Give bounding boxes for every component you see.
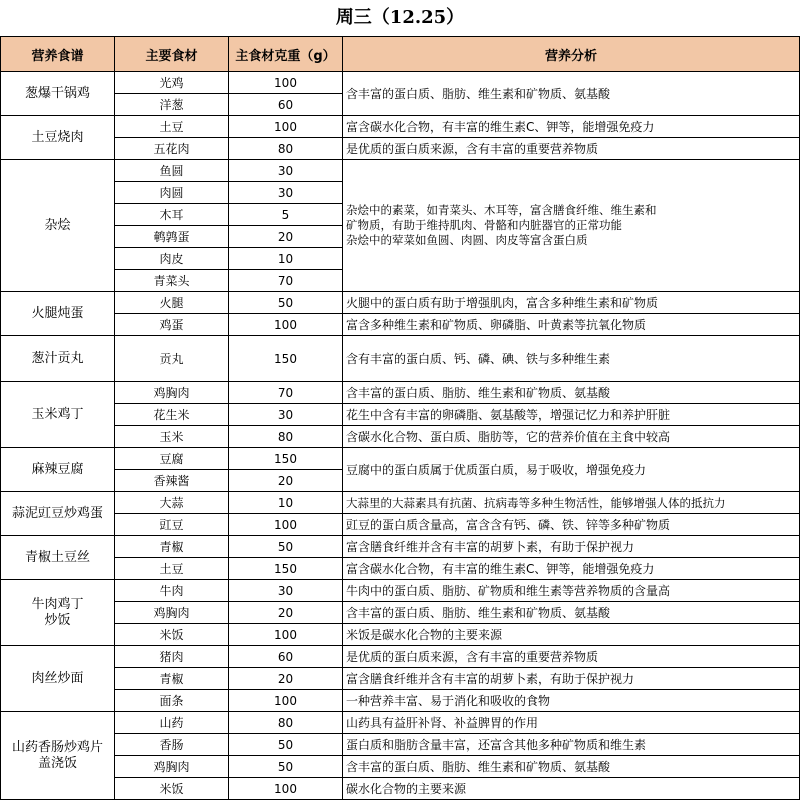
ingredient-amount: 80 — [229, 712, 343, 734]
analysis-line: 杂烩中的荤菜如鱼圆、肉圆、肉皮等富含蛋白质 — [346, 233, 588, 247]
table-row — [1, 314, 800, 336]
ingredient-name: 洋葱 — [115, 94, 229, 116]
ingredient-name: 青菜头 — [115, 270, 229, 292]
nutrition-analysis: 含丰富的蛋白质、脂肪、维生素和矿物质、氨基酸 — [343, 602, 800, 624]
nutrition-analysis: 含有丰富的蛋白质、钙、磷、碘、铁与多种维生素 — [343, 336, 800, 382]
ingredient-name: 大蒜 — [115, 492, 229, 514]
table-row — [1, 624, 800, 646]
ingredient-name: 木耳 — [115, 204, 229, 226]
ingredient-amount: 100 — [229, 514, 343, 536]
header-dish: 营养食谱 — [1, 37, 115, 72]
dish-name: 蒜泥豇豆炒鸡蛋 — [1, 492, 115, 536]
table-row — [1, 558, 800, 580]
ingredient-name: 鸡蛋 — [115, 314, 229, 336]
ingredient-amount: 20 — [229, 470, 343, 492]
ingredient-amount: 50 — [229, 536, 343, 558]
ingredient-amount: 60 — [229, 646, 343, 668]
ingredient-amount: 10 — [229, 248, 343, 270]
table-row — [1, 160, 800, 182]
nutrition-analysis: 花生中含有丰富的卵磷脂、氨基酸等，增强记忆力和养护肝脏 — [343, 404, 800, 426]
header-ingredient: 主要食材 — [115, 37, 229, 72]
ingredient-amount: 10 — [229, 492, 343, 514]
table-row — [1, 492, 800, 514]
ingredient-amount: 20 — [229, 668, 343, 690]
table-row — [1, 448, 800, 470]
dish-name: 肉丝炒面 — [1, 646, 115, 712]
ingredient-amount: 70 — [229, 382, 343, 404]
header-row — [1, 37, 800, 72]
dish-name: 土豆烧肉 — [1, 116, 115, 160]
ingredient-amount: 20 — [229, 226, 343, 248]
ingredient-amount: 50 — [229, 756, 343, 778]
ingredient-amount: 20 — [229, 602, 343, 624]
nutrition-analysis: 山药具有益肝补肾、补益脾胃的作用 — [343, 712, 800, 734]
nutrition-analysis: 豇豆的蛋白质含量高，富含含有钙、磷、铁、锌等多种矿物质 — [343, 514, 800, 536]
ingredient-name: 牛肉 — [115, 580, 229, 602]
ingredient-name: 土豆 — [115, 116, 229, 138]
table-row — [1, 602, 800, 624]
ingredient-name: 面条 — [115, 690, 229, 712]
ingredient-amount: 100 — [229, 116, 343, 138]
nutrition-analysis — [343, 160, 800, 292]
ingredient-name: 五花肉 — [115, 138, 229, 160]
table-row — [1, 668, 800, 690]
nutrition-analysis: 含丰富的蛋白质、脂肪、维生素和矿物质、氨基酸 — [343, 382, 800, 404]
dish-name-line: 山药香肠炒鸡片 — [11, 739, 103, 755]
ingredient-name: 青椒 — [115, 668, 229, 690]
dish-name: 火腿炖蛋 — [1, 292, 115, 336]
nutrition-analysis: 豆腐中的蛋白质属于优质蛋白质，易于吸收，增强免疫力 — [343, 448, 800, 492]
ingredient-amount: 50 — [229, 734, 343, 756]
header-amount: 主食材克重（g） — [229, 37, 343, 72]
ingredient-name: 鱼圆 — [115, 160, 229, 182]
dish-name-line: 盖浇饭 — [37, 755, 77, 771]
nutrition-analysis: 是优质的蛋白质来源，含有丰富的重要营养物质 — [343, 138, 800, 160]
nutrition-analysis: 富含膳食纤维并含有丰富的胡萝卜素，有助于保护视力 — [343, 668, 800, 690]
nutrition-analysis: 大蒜里的大蒜素具有抗菌、抗病毒等多种生物活性，能够增强人体的抵抗力 — [343, 492, 800, 514]
dish-name — [1, 580, 115, 646]
ingredient-amount: 30 — [229, 580, 343, 602]
nutrition-analysis: 碳水化合物的主要来源 — [343, 778, 800, 800]
table-row — [1, 536, 800, 558]
ingredient-amount: 80 — [229, 138, 343, 160]
ingredient-amount: 30 — [229, 404, 343, 426]
ingredient-amount: 30 — [229, 182, 343, 204]
nutrition-analysis: 火腿中的蛋白质有助于增强肌肉，富含多种维生素和矿物质 — [343, 292, 800, 314]
table-row — [1, 646, 800, 668]
dish-name: 麻辣豆腐 — [1, 448, 115, 492]
ingredient-amount: 80 — [229, 426, 343, 448]
ingredient-amount: 100 — [229, 624, 343, 646]
nutrition-analysis: 牛肉中的蛋白质、脂肪、矿物质和维生素等营养物质的含量高 — [343, 580, 800, 602]
dish-name: 葱爆干锅鸡 — [1, 72, 115, 116]
dish-name: 葱汁贡丸 — [1, 336, 115, 382]
ingredient-name: 鸡胸肉 — [115, 756, 229, 778]
table-row — [1, 72, 800, 94]
table-row — [1, 514, 800, 536]
ingredient-amount: 150 — [229, 336, 343, 382]
dish-name: 青椒土豆丝 — [1, 536, 115, 580]
analysis-line: 矿物质，有助于维持肌肉、骨骼和内脏器官的正常功能 — [346, 218, 622, 232]
ingredient-name: 贡丸 — [115, 336, 229, 382]
table-row — [1, 138, 800, 160]
ingredient-amount: 50 — [229, 292, 343, 314]
dish-name-line: 炒饭 — [44, 612, 71, 628]
table-row — [1, 404, 800, 426]
ingredient-name: 香辣酱 — [115, 470, 229, 492]
table-row — [1, 336, 800, 382]
table-row — [1, 426, 800, 448]
ingredient-name: 火腿 — [115, 292, 229, 314]
nutrition-analysis: 富含碳水化合物，有丰富的维生素C、钾等，能增强免疫力 — [343, 116, 800, 138]
dish-name-line: 牛肉鸡丁 — [31, 596, 84, 612]
ingredient-amount: 100 — [229, 690, 343, 712]
table-row — [1, 116, 800, 138]
ingredient-name: 米饭 — [115, 624, 229, 646]
ingredient-name: 豇豆 — [115, 514, 229, 536]
ingredient-amount: 30 — [229, 160, 343, 182]
nutrition-analysis: 米饭是碳水化合物的主要来源 — [343, 624, 800, 646]
nutrition-analysis: 富含膳食纤维并含有丰富的胡萝卜素，有助于保护视力 — [343, 536, 800, 558]
ingredient-name: 米饭 — [115, 778, 229, 800]
ingredient-name: 香肠 — [115, 734, 229, 756]
ingredient-name: 猪肉 — [115, 646, 229, 668]
table-row — [1, 382, 800, 404]
table-row — [1, 580, 800, 602]
ingredient-amount: 5 — [229, 204, 343, 226]
ingredient-name: 鸡胸肉 — [115, 382, 229, 404]
ingredient-name: 玉米 — [115, 426, 229, 448]
ingredient-name: 豆腐 — [115, 448, 229, 470]
nutrition-table — [0, 36, 800, 800]
ingredient-name: 光鸡 — [115, 72, 229, 94]
ingredient-amount: 150 — [229, 558, 343, 580]
ingredient-amount: 100 — [229, 72, 343, 94]
ingredient-amount: 60 — [229, 94, 343, 116]
table-row — [1, 690, 800, 712]
ingredient-name: 肉圆 — [115, 182, 229, 204]
table-row — [1, 712, 800, 734]
ingredient-name: 土豆 — [115, 558, 229, 580]
dish-name: 杂烩 — [1, 160, 115, 292]
ingredient-amount: 100 — [229, 778, 343, 800]
ingredient-name: 肉皮 — [115, 248, 229, 270]
ingredient-amount: 100 — [229, 314, 343, 336]
dish-name — [1, 712, 115, 800]
ingredient-name: 鸡胸肉 — [115, 602, 229, 624]
table-row — [1, 778, 800, 800]
nutrition-analysis: 富含碳水化合物，有丰富的维生素C、钾等，能增强免疫力 — [343, 558, 800, 580]
table-row — [1, 756, 800, 778]
table-row — [1, 734, 800, 756]
nutrition-analysis: 一种营养丰富、易于消化和吸收的食物 — [343, 690, 800, 712]
analysis-line: 杂烩中的素菜，如青菜头、木耳等，富含膳食纤维、维生素和 — [346, 203, 657, 217]
nutrition-analysis: 是优质的蛋白质来源，含有丰富的重要营养物质 — [343, 646, 800, 668]
page-title: 周三（12.25） — [335, 7, 465, 28]
ingredient-name: 山药 — [115, 712, 229, 734]
ingredient-name: 青椒 — [115, 536, 229, 558]
ingredient-amount: 150 — [229, 448, 343, 470]
nutrition-analysis: 含碳水化合物、蛋白质、脂肪等，它的营养价值在主食中较高 — [343, 426, 800, 448]
ingredient-name: 花生米 — [115, 404, 229, 426]
dish-name: 玉米鸡丁 — [1, 382, 115, 448]
nutrition-analysis: 含丰富的蛋白质、脂肪、维生素和矿物质、氨基酸 — [343, 756, 800, 778]
nutrition-analysis: 蛋白质和脂肪含量丰富，还富含其他多种矿物质和维生素 — [343, 734, 800, 756]
ingredient-name: 鹌鹑蛋 — [115, 226, 229, 248]
ingredient-amount: 70 — [229, 270, 343, 292]
header-analysis: 营养分析 — [343, 37, 800, 72]
table-row — [1, 292, 800, 314]
nutrition-analysis: 富含多种维生素和矿物质、卵磷脂、叶黄素等抗氧化物质 — [343, 314, 800, 336]
nutrition-analysis: 含丰富的蛋白质、脂肪、维生素和矿物质、氨基酸 — [343, 72, 800, 116]
